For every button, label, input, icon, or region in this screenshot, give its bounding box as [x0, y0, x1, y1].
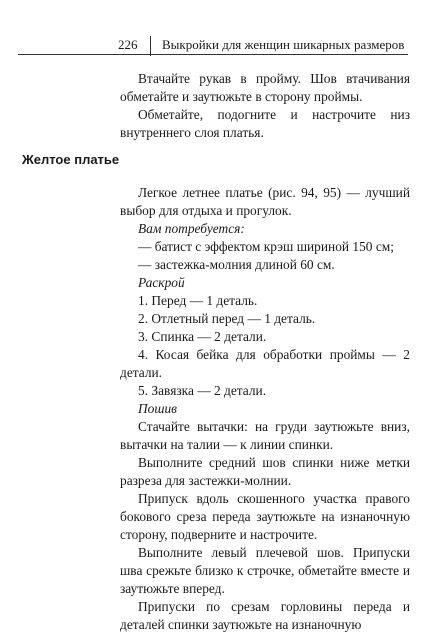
- materials-heading: Вам потребуется:: [138, 221, 245, 236]
- header-divider: [150, 36, 151, 56]
- sewing-step: Выполните средний шов спинки ниже метки разреза для застежки-молнии.: [120, 455, 410, 488]
- section-body: [120, 184, 410, 634]
- page-number: 226: [118, 37, 138, 52]
- header-rule: [18, 54, 408, 55]
- cutting-item: 5. Завязка — 2 детали.: [138, 383, 267, 398]
- lead-paragraph: Легкое летнее платье (рис. 94, 95) — лучший выбор для отдыха и прогулок.: [120, 185, 410, 218]
- sewing-step: Выполните левый плечевой шов. Припуски шва срежьте близко к строчке, обметайте вместе и заутюжьте вперед.: [120, 545, 410, 596]
- section-title: Желтое платье: [22, 152, 120, 167]
- cutting-item: 3. Спинка — 2 детали.: [138, 329, 267, 344]
- cutting-item: 2. Отлетный перед — 1 деталь.: [138, 311, 316, 326]
- page-header: [0, 34, 426, 58]
- sewing-step: Припуск вдоль скошенного участка правого бокового среза переда заутюжьте на изнаночную сторону, подверните и настрочите.: [120, 491, 410, 542]
- paragraph: Втачайте рукав в пройму. Шов втачивания обметайте и заутюжьте в сторону проймы.: [120, 71, 410, 104]
- cutting-heading: Раскрой: [138, 275, 185, 290]
- sewing-step: Припуски по срезам горловины переда и деталей спинки заутюжьте на изнаночную: [120, 599, 410, 632]
- running-head: Выкройки для женщин шикарных размеров: [162, 37, 405, 52]
- cutting-item: 1. Перед — 1 деталь.: [138, 293, 258, 308]
- cutting-item: 4. Косая бейка для обработки проймы — 2 детали.: [120, 347, 410, 380]
- intro-text: [120, 70, 410, 142]
- sewing-step: Стачайте вытачки: на груди заутюжьте вниз, вытачки на талии — к линии спинки.: [120, 419, 410, 452]
- sewing-heading: Пошив: [138, 401, 177, 416]
- paragraph: Обметайте, подогните и настрочите низ внутреннего слоя платья.: [120, 107, 410, 140]
- materials-item: — застежка-молния длиной 60 см.: [138, 257, 335, 272]
- materials-item: — батист с эффектом крэш шириной 150 см;: [138, 239, 394, 254]
